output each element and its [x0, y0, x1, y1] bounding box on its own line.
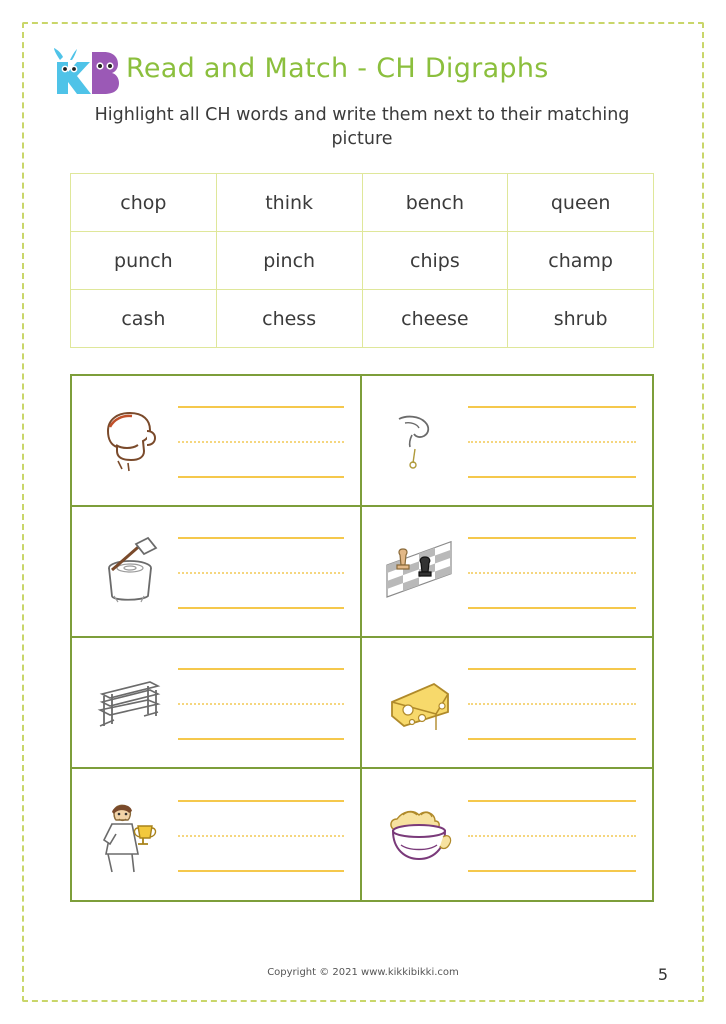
match-cell [72, 638, 362, 769]
park-bench-icon [86, 658, 174, 748]
writing-line-mid [178, 572, 344, 574]
page-title: Read and Match - CH Digraphs [126, 53, 549, 84]
writing-line-mid [468, 441, 636, 443]
writing-line-mid [468, 703, 636, 705]
writing-line-mid [178, 835, 344, 837]
cheese-wedge-icon [376, 658, 464, 748]
word-cell[interactable]: queen [508, 174, 654, 232]
writing-lines[interactable] [468, 398, 644, 484]
table-row [71, 290, 654, 348]
page-number: 5 [657, 965, 668, 984]
kikkibikki-logo-icon [48, 44, 126, 100]
writing-line-bottom [468, 607, 636, 609]
table-row [71, 174, 654, 232]
match-cell [362, 638, 652, 769]
word-cell[interactable]: pinch [216, 232, 362, 290]
word-cell[interactable]: think [216, 174, 362, 232]
writing-line-top [178, 668, 344, 670]
word-cell[interactable]: champ [508, 232, 654, 290]
pinching-fingers-icon [376, 396, 464, 486]
writing-lines[interactable] [468, 792, 644, 878]
match-cell [362, 769, 652, 900]
word-cell[interactable]: cheese [362, 290, 508, 348]
page-subtitle: Highlight all CH words and write them next to their matching picture [94, 105, 630, 149]
writing-line-bottom [468, 870, 636, 872]
match-cell [72, 376, 362, 507]
match-cell [362, 507, 652, 638]
writing-line-top [468, 537, 636, 539]
chess-board-icon [376, 527, 464, 617]
word-cell[interactable]: bench [362, 174, 508, 232]
word-bank-table [70, 173, 654, 348]
writing-line-bottom [178, 870, 344, 872]
boxing-glove-icon [86, 396, 174, 486]
champion-trophy-icon [86, 790, 174, 880]
match-cell [72, 507, 362, 638]
writing-line-top [468, 406, 636, 408]
writing-lines[interactable] [178, 792, 352, 878]
writing-lines[interactable] [468, 660, 644, 746]
match-grid [70, 374, 654, 902]
writing-lines[interactable] [178, 398, 352, 484]
writing-lines[interactable] [468, 529, 644, 615]
writing-line-bottom [178, 738, 344, 740]
writing-line-bottom [178, 607, 344, 609]
writing-line-bottom [178, 476, 344, 478]
match-cell [362, 376, 652, 507]
writing-line-mid [178, 703, 344, 705]
writing-lines[interactable] [178, 529, 352, 615]
writing-line-top [178, 537, 344, 539]
writing-line-mid [178, 441, 344, 443]
word-cell[interactable]: chess [216, 290, 362, 348]
word-cell[interactable]: chips [362, 232, 508, 290]
worksheet-content [48, 44, 678, 902]
bowl-of-chips-icon [376, 790, 464, 880]
table-row [71, 232, 654, 290]
writing-line-bottom [468, 738, 636, 740]
copyright-text: Copyright © 2021 www.kikkibikki.com [267, 967, 459, 978]
writing-line-top [178, 406, 344, 408]
writing-line-top [178, 800, 344, 802]
word-cell[interactable]: cash [71, 290, 217, 348]
worksheet-header [48, 44, 678, 102]
word-cell[interactable]: punch [71, 232, 217, 290]
writing-line-bottom [468, 476, 636, 478]
match-cell [72, 769, 362, 900]
writing-line-top [468, 800, 636, 802]
writing-line-mid [468, 835, 636, 837]
writing-line-mid [468, 572, 636, 574]
axe-chopping-log-icon [86, 527, 174, 617]
word-cell[interactable]: shrub [508, 290, 654, 348]
writing-lines[interactable] [178, 660, 352, 746]
word-cell[interactable]: chop [71, 174, 217, 232]
writing-line-top [468, 668, 636, 670]
